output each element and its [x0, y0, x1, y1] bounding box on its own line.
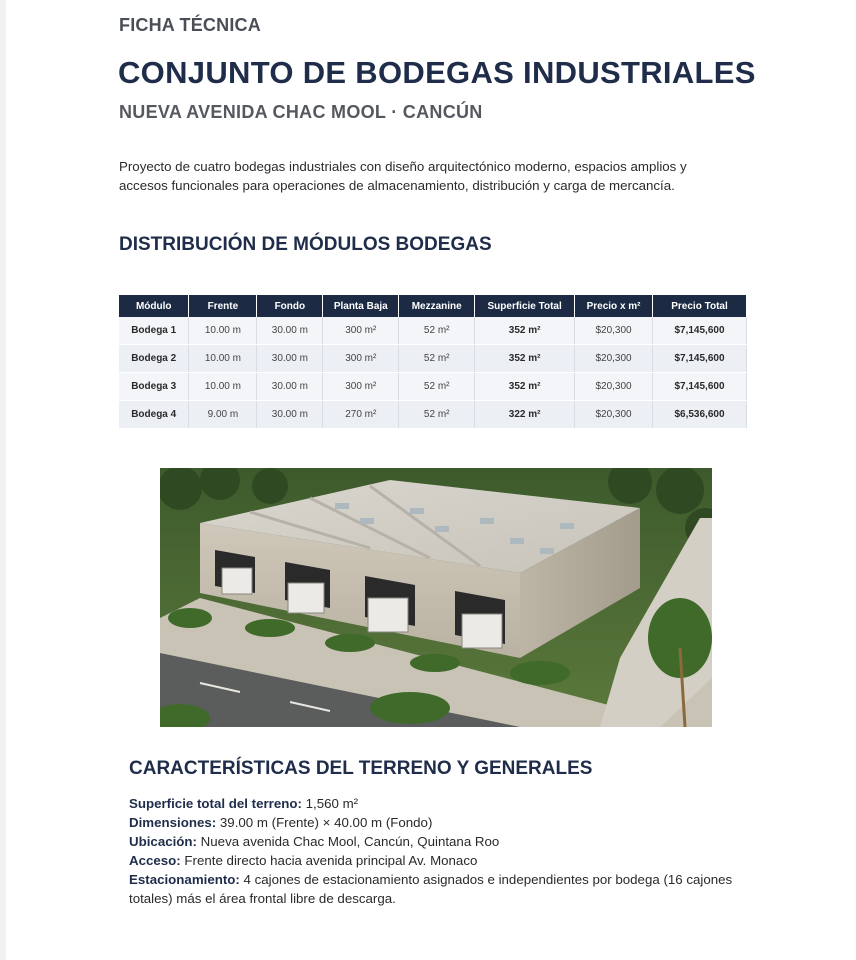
table-cell: 30.00 m: [257, 373, 323, 401]
table-row: [119, 373, 747, 401]
detail-label: Superficie total del terreno:: [129, 796, 302, 811]
warehouse-rendering-image: [160, 468, 712, 727]
detail-line: [129, 870, 769, 908]
table-cell: $7,145,600: [653, 373, 747, 401]
table-cell: 30.00 m: [257, 401, 323, 429]
detail-line: [129, 794, 769, 813]
column-header: Superficie Total: [475, 295, 575, 317]
table-cell: 300 m²: [323, 373, 399, 401]
table-row: [119, 401, 747, 429]
document-label: FICHA TÉCNICA: [119, 15, 261, 35]
detail-value: 4 cajones de estacionamiento asignados e independientes por bodega (16 cajones totales) más el área frontal libre de descarga.: [129, 872, 733, 906]
general-section-title: CARACTERÍSTICAS DEL TERRENO Y GENERALES: [129, 758, 593, 779]
column-header: Mezzanine: [399, 295, 475, 317]
detail-value: Frente directo hacia avenida principal Av. Monaco: [180, 853, 478, 868]
table-cell: Bodega 1: [119, 317, 189, 345]
table-header-row: [119, 295, 747, 317]
table-cell: $7,145,600: [653, 345, 747, 373]
table-row: [119, 317, 747, 345]
column-header: Fondo: [257, 295, 323, 317]
table-cell: 52 m²: [399, 401, 475, 429]
detail-value: 39.00 m (Frente) × 40.00 m (Fondo): [216, 815, 433, 830]
page-subtitle: NUEVA AVENIDA CHAC MOOL · CANCÚN: [119, 102, 483, 122]
detail-value: 1,560 m²: [301, 796, 359, 811]
intro-paragraph: Proyecto de cuatro bodegas industriales con diseño arquitectónico moderno, espacios amplios y accesos funcionales para operaciones de almacenamiento, distribución y carga de mercancía.: [119, 159, 687, 193]
table-cell: Bodega 4: [119, 401, 189, 429]
table-cell: 30.00 m: [257, 317, 323, 345]
table-cell: 300 m²: [323, 345, 399, 373]
column-header: Frente: [189, 295, 257, 317]
detail-line: [129, 832, 769, 851]
general-details: [129, 794, 769, 908]
table-cell: $20,300: [575, 345, 653, 373]
detail-label: Ubicación:: [129, 834, 197, 849]
table-cell: $7,145,600: [653, 317, 747, 345]
column-header: Precio Total: [653, 295, 747, 317]
table-cell: 322 m²: [475, 401, 575, 429]
table-cell: $20,300: [575, 401, 653, 429]
table-cell: 9.00 m: [189, 401, 257, 429]
table-cell: 52 m²: [399, 373, 475, 401]
table-cell: 30.00 m: [257, 345, 323, 373]
detail-label: Dimensiones:: [129, 815, 217, 830]
table-cell: $20,300: [575, 317, 653, 345]
table-cell: 10.00 m: [189, 317, 257, 345]
detail-line: [129, 851, 769, 870]
table-cell: 10.00 m: [189, 345, 257, 373]
table-cell: 352 m²: [475, 373, 575, 401]
table-cell: 300 m²: [323, 317, 399, 345]
table-cell: 270 m²: [323, 401, 399, 429]
page-title: CONJUNTO DE BODEGAS INDUSTRIALES: [118, 55, 756, 90]
column-header: Planta Baja: [323, 295, 399, 317]
table-cell: 52 m²: [399, 345, 475, 373]
detail-label: Estacionamiento:: [129, 872, 240, 887]
table-cell: 10.00 m: [189, 373, 257, 401]
detail-value: Nueva avenida Chac Mool, Cancún, Quintana Roo: [196, 834, 500, 849]
column-header: Precio x m²: [575, 295, 653, 317]
detail-label: Acceso:: [129, 853, 181, 868]
modules-section-title: DISTRIBUCIÓN DE MÓDULOS BODEGAS: [119, 234, 492, 255]
detail-line: [129, 813, 769, 832]
table-cell: 352 m²: [475, 345, 575, 373]
table-cell: $20,300: [575, 373, 653, 401]
table-cell: Bodega 3: [119, 373, 189, 401]
column-header: Módulo: [119, 295, 189, 317]
table-cell: Bodega 2: [119, 345, 189, 373]
table-cell: 52 m²: [399, 317, 475, 345]
table-cell: $6,536,600: [653, 401, 747, 429]
table-row: [119, 345, 747, 373]
table-cell: 352 m²: [475, 317, 575, 345]
modules-table: [119, 295, 747, 429]
